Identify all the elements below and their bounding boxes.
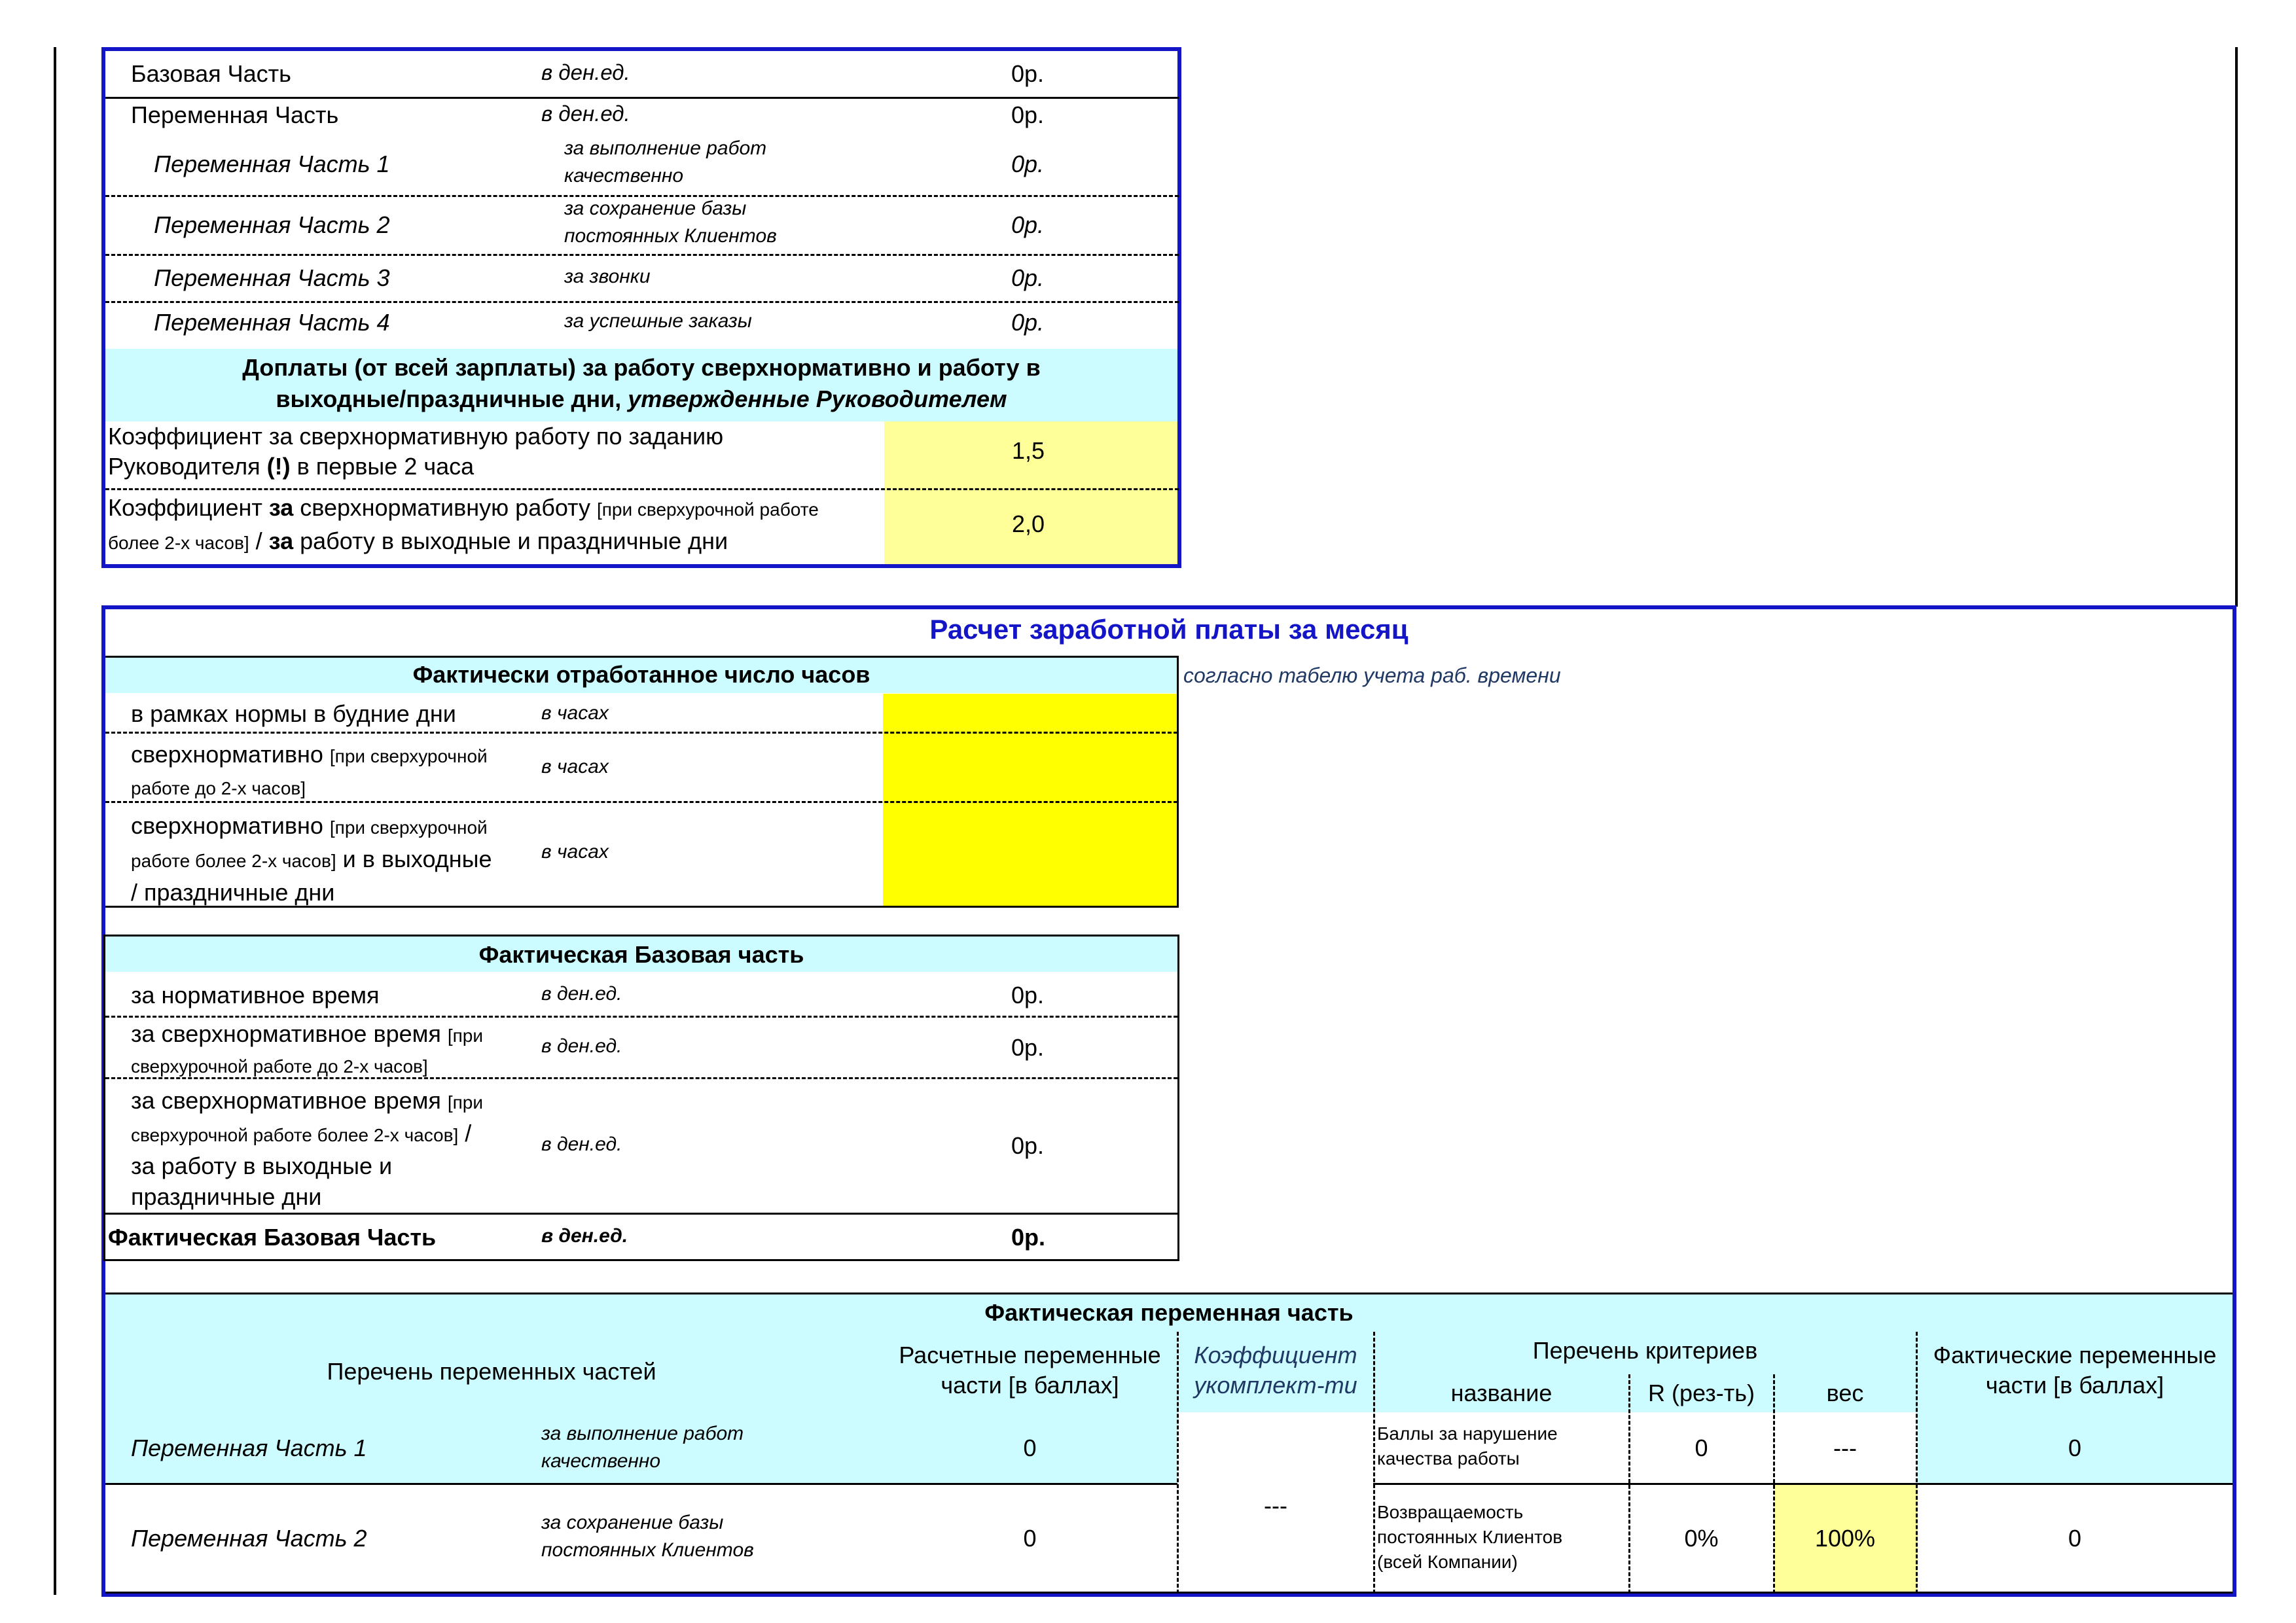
top-row-var4-desc: за успешные заказы: [564, 310, 752, 332]
hours-header: Фактически отработанное число часов: [412, 661, 870, 688]
col-calc-points: Расчетные переменные части [в баллах]: [899, 1342, 1161, 1399]
base-total-unit: в ден.ед.: [541, 1225, 628, 1247]
base-row1-unit: в ден.ед.: [541, 983, 622, 1005]
hours-row2-unit: в часах: [541, 756, 609, 777]
var-row2-weight: 100%: [1814, 1525, 1876, 1552]
top-row-var1-value: 0р.: [1011, 151, 1045, 177]
var-row1-criteria: Баллы за нарушение качества работы: [1377, 1423, 1558, 1469]
coef1-value: 1,5: [1011, 437, 1045, 464]
var-row1-label: Переменная Часть 1: [131, 1435, 367, 1461]
var-row1-weight: ---: [1833, 1435, 1857, 1461]
var-header: Фактическая переменная часть: [984, 1299, 1354, 1326]
var-row2-criteria: Возвращаемость постоянных Клиентов (всей Компании): [1377, 1502, 1563, 1572]
top-row-var1-desc: за выполнение работ качественно: [564, 137, 767, 187]
top-row-var3-value: 0р.: [1011, 264, 1045, 291]
col-fact-points: Фактические переменные части [в баллах]: [1933, 1342, 2217, 1399]
var-row2-desc: за сохранение базы постоянных Клиентов: [541, 1512, 754, 1561]
base-row3-unit: в ден.ед.: [541, 1133, 622, 1155]
hours-input-cells[interactable]: [883, 694, 1176, 906]
var-row2-r: 0%: [1684, 1525, 1719, 1552]
top-row-var3-desc: за звонки: [564, 266, 651, 287]
base-total-label: Фактическая Базовая Часть: [108, 1224, 437, 1251]
top-row-var4-value: 0р.: [1011, 309, 1045, 336]
coef1-label: Коэффициент за сверхнормативную работу по заданию Руководителя (!) в первые 2 часа: [108, 423, 724, 480]
col-criteria-name: название: [1450, 1380, 1552, 1406]
top-row-var1-label: Переменная Часть 1: [154, 151, 390, 177]
base-row3-label: за сверхнормативное время [при сверхурочной работе более 2-х часов] / за работу в выходные и праздничные дни: [131, 1087, 484, 1210]
col-var-list: Перечень переменных частей: [327, 1358, 656, 1385]
base-row3-value: 0р.: [1011, 1132, 1045, 1159]
top-row-base-unit: в ден.ед.: [541, 60, 630, 84]
top-row-var2-label: Переменная Часть 2: [154, 211, 390, 238]
surcharge-header: Доплаты (от всей зарплаты) за работу сверхнормативно и работу в выходные/праздничные дни, утвержденные Руководителем: [242, 354, 1041, 412]
coef-value: ---: [1264, 1492, 1287, 1519]
top-row-base-value: 0р.: [1011, 60, 1045, 87]
var-row2-label: Переменная Часть 2: [131, 1525, 367, 1552]
var-row2-fact: 0: [2068, 1525, 2082, 1552]
hours-row3-label: сверхнормативно [при сверхурочной работе более 2-х часов] и в выходные / праздничные дни: [131, 812, 492, 906]
col-criteria-r: R (рез-ть): [1648, 1380, 1755, 1406]
var-row1-fact: 0: [2068, 1435, 2082, 1461]
top-row-var-unit: в ден.ед.: [541, 101, 630, 126]
hours-row3-unit: в часах: [541, 841, 609, 863]
base-row2-label: за сверхнормативное время [при сверхурочной работе до 2-х часов]: [131, 1020, 484, 1077]
page-left-rule: [54, 47, 56, 1595]
hours-row2-label: сверхнормативно [при сверхурочной работе до 2-х часов]: [131, 741, 488, 798]
col-criteria-weight: вес: [1826, 1380, 1864, 1406]
top-row-var3-label: Переменная Часть 3: [154, 264, 390, 291]
hours-row1-unit: в часах: [541, 702, 609, 724]
page-right-rule: [2235, 47, 2238, 607]
col-coef: Коэффициент укомплект-ти: [1194, 1342, 1357, 1399]
var-row1-r: 0: [1695, 1435, 1708, 1461]
coef2-value: 2,0: [1011, 510, 1045, 537]
base-row2-unit: в ден.ед.: [541, 1035, 622, 1057]
base-header: Фактическая Базовая часть: [478, 941, 804, 968]
var-row2-calc: 0: [1023, 1525, 1037, 1552]
hours-note: согласно табелю учета раб. времени: [1183, 664, 1561, 687]
col-criteria: Перечень критериев: [1532, 1337, 1758, 1364]
calc-title: Расчет заработной платы за месяц: [929, 614, 1408, 645]
top-row-var-label: Переменная Часть: [131, 101, 339, 128]
coef2-label: Коэффициент за сверхнормативную работу [при сверхурочной работе более 2-х часов] / за работу в выходные и праздничные дни: [108, 494, 819, 554]
top-row-var-value: 0р.: [1011, 101, 1045, 128]
base-row2-value: 0р.: [1011, 1034, 1045, 1061]
top-row-var2-desc: за сохранение базы постоянных Клиентов: [564, 198, 777, 247]
top-row-base-label: Базовая Часть: [131, 60, 291, 87]
base-row1-value: 0р.: [1011, 982, 1045, 1008]
top-row-var2-value: 0р.: [1011, 211, 1045, 238]
var-row1-desc: за выполнение работ качественно: [541, 1423, 744, 1472]
top-row-var4-label: Переменная Часть 4: [154, 309, 390, 336]
base-total-value: 0р.: [1011, 1224, 1046, 1251]
base-row1-label: за нормативное время: [131, 982, 380, 1008]
var-row1-calc: 0: [1023, 1435, 1037, 1461]
hours-row1-label: в рамках нормы в будние дни: [131, 700, 456, 727]
